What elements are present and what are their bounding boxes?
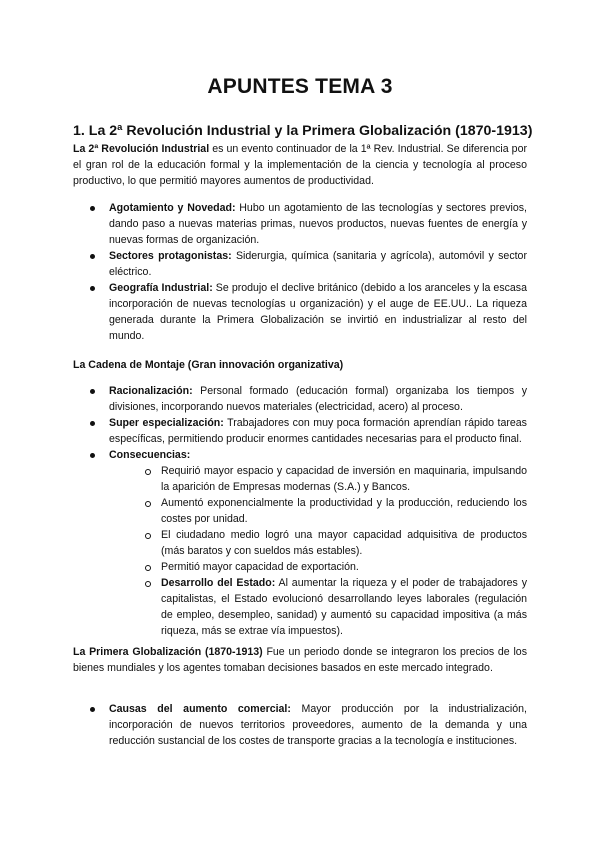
list-item — [90, 383, 527, 415]
sub-list-item — [145, 575, 527, 639]
list-item — [90, 415, 527, 447]
sub-list-item — [145, 495, 527, 527]
sub-list-item — [145, 527, 527, 559]
item-text: Siderurgia, química (sanitaria y agrícola), automóvil y sector eléctrico. — [109, 250, 527, 278]
item-text: Permitió mayor capacidad de exportación. — [161, 561, 359, 573]
bullet-icon — [90, 421, 95, 426]
bullet-icon — [90, 254, 95, 259]
list-item — [90, 280, 527, 344]
item-label: Agotamiento y Novedad: — [109, 202, 236, 214]
document-title: APUNTES TEMA 3 — [207, 75, 393, 98]
item-text: Al aumentar la riqueza y el poder de trabajadores y capitalistas, el Estado evolucionó desarrollando leyes laborales (regulación de empleo, desempleo, sanidad) y aumentó su capacidad impositiva (a más riqueza, más se extrae vía impuestos). — [161, 577, 527, 637]
item-label: Causas del aumento comercial: — [109, 703, 291, 715]
item-label: Consecuencias: — [109, 449, 191, 461]
bullet-list-1 — [90, 200, 527, 344]
item-label: Racionalización: — [109, 385, 193, 397]
bullet-icon — [90, 453, 95, 458]
circle-bullet-icon — [145, 469, 151, 475]
item-label: Super especialización: — [109, 417, 224, 429]
bullet-icon — [90, 389, 95, 394]
item-text: Requirió mayor espacio y capacidad de inversión en maquinaria, impulsando la aparición de Empresas modernas (S.A.) y Bancos. — [161, 465, 527, 493]
sub-list-item — [145, 463, 527, 495]
item-text: Aumentó exponencialmente la productividad y la producción, reduciendo los costes por unidad. — [161, 497, 527, 525]
bullet-icon — [90, 707, 95, 712]
item-text: Mayor producción por la industrialización, incorporación de nuevos territorios proveedores, aumento de la demanda y una reducción sustancial de los costes de transporte gracias a la tecnología e instituciones. — [109, 703, 527, 747]
item-text: Personal formado (educación formal) organizaba los tiempos y divisiones, incorporando nuevos materiales (electricidad, acero) al proceso. — [109, 385, 527, 413]
item-label: Desarrollo del Estado: — [161, 577, 276, 589]
item-label: Sectores protagonistas: — [109, 250, 232, 262]
list-item — [90, 200, 527, 248]
bullet-list-2 — [90, 383, 527, 639]
intro-bold: La 2ª Revolución Industrial — [73, 143, 210, 155]
list-item — [90, 447, 527, 639]
list-item — [90, 248, 527, 280]
item-text: El ciudadano medio logró una mayor capacidad adquisitiva de productos (más baratos y con sueldos más estables). — [161, 529, 527, 557]
bullet-list-3 — [90, 701, 527, 749]
section-subheading: La Cadena de Montaje (Gran innovación organizativa) — [73, 359, 344, 371]
globalization-text: Fue un periodo donde se integraron los precios de los bienes mundiales y los agentes tomaban decisiones basados en este mercado integrado. — [73, 646, 527, 674]
circle-bullet-icon — [145, 533, 151, 539]
circle-bullet-icon — [145, 501, 151, 507]
intro-text: es un evento continuador de la 1ª Rev. Industrial. Se diferencia por el gran rol de la educación formal y la implementación de la ciencia y tecnología al proceso productivo, lo que permitió mayores aumentos de productividad. — [73, 143, 527, 187]
section-heading: 1. La 2ª Revolución Industrial y la Primera Globalización (1870-1913) — [73, 123, 533, 139]
item-label: Geografía Industrial: — [109, 282, 213, 294]
consequences-list — [109, 463, 527, 639]
circle-bullet-icon — [145, 565, 151, 571]
list-item — [90, 701, 527, 749]
sub-list-item — [145, 559, 527, 575]
globalization-bold: La Primera Globalización (1870-1913) — [73, 646, 263, 658]
item-text: Se produjo el declive británico (debido a los aranceles y la escasa incorporación de nuevas tecnologías u organización) y el auge de EE.UU.. La riqueza generada durante la Primera Globalización se invirtió en industrializar al resto del mundo. — [109, 282, 527, 342]
bullet-icon — [90, 206, 95, 211]
intro-paragraph — [73, 141, 527, 189]
circle-bullet-icon — [145, 581, 151, 587]
globalization-paragraph — [73, 644, 527, 676]
item-text: Trabajadores con muy poca formación aprendían rápido tareas específicas, permitiendo producir enormes cantidades necesarias para el producto final. — [109, 417, 527, 445]
bullet-icon — [90, 286, 95, 291]
item-text: Hubo un agotamiento de las tecnologías y sectores previos, dando paso a nuevas materias primas, nuevos productos, nuevas fuentes de energía y nuevas formas de organización. — [109, 202, 527, 246]
